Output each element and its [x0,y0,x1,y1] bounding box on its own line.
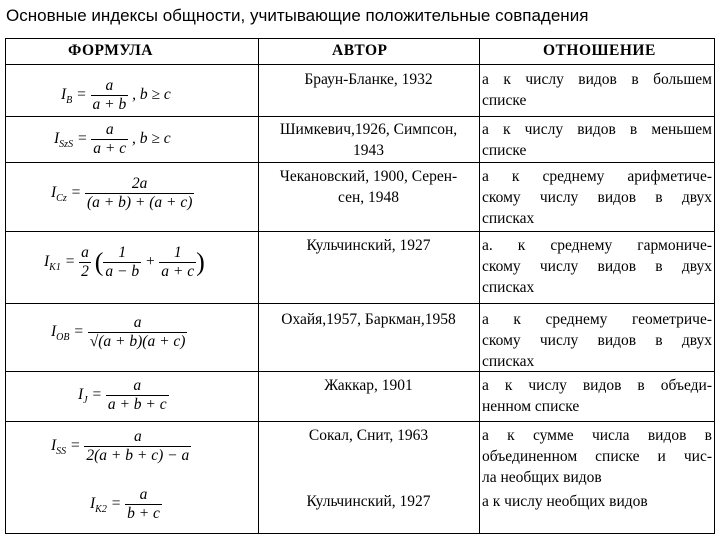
indices-table [5,38,715,534]
formula-szymkiewicz-simpson: $I_{SzS}$ = $\frac{a}{a + c}$ , b ≥ c [54,121,171,157]
header-formula: ФОРМУЛА [68,42,153,59]
header-author: АВТОР [332,42,388,59]
author-cell: Сокал, Снит, 1963 [308,427,429,444]
author-cell: Кульчинский, 1927 [306,237,431,254]
relation-cell: a. к среднему гармониче- скому числу видов в двух списках [482,237,712,296]
formula-kulczynski-1: $I_{K1}$ = $\frac{a}{2}$ ( $\frac{1}{a - b}$ + $\frac{1}{a + c}$ ) [44,244,205,280]
relation-cell: a к среднему арифметиче- скому числу видов в двух списках [482,168,712,227]
relation-cell: a к числу видов в объеди- ненном списке [482,377,712,415]
formula-sokal-sneath: $I_{SS}$ = $\frac{a}{2(a + b + c) - a}$ [51,428,190,464]
formula-czekanowski-sorensen: $I_{Cz}$ = $\frac{2a}{(a + b) + (a + c)}$ [51,175,193,211]
header-relation: ОТНОШЕНИЕ [543,42,656,59]
author-cell: Браун-Бланке, 1932 [304,71,433,88]
page-title: Основные индексы общности, учитывающие положительные совпадения [6,6,589,25]
relation-cell: a к числу необщих видов [482,493,648,510]
author-cell: Шимкевич,1926, Симпсон, 1943 [279,121,458,159]
relation-cell: a к среднему геометриче- скому числу видов в двух списках [482,311,712,370]
column-divider [258,39,259,533]
author-cell: Кульчинский, 1927 [306,493,431,510]
relation-cell: a к числу видов в меньшем списке [482,121,712,159]
formula-jaccard: $I_J$ = $\frac{a}{a + b + c}$ [78,377,167,413]
formula-kulczynski-2: $I_{K2}$ = $\frac{a}{b + c}$ [90,486,160,522]
relation-cell: a к сумме числа видов в объединенном списке и чис- ла необщих видов [482,427,712,486]
column-divider [479,39,480,533]
author-cell: Жаккар, 1901 [324,377,413,394]
formula-ochiai-barkman: $I_{OB}$ = $\frac{a}{√(a + b)(a + c)}$ [51,314,186,350]
relation-cell: a к числу видов в большем списке [482,71,712,109]
formula-braun-blanquet: $I_B$ = $\frac{a}{a + b}$ , b ≥ c [61,77,171,113]
header-divider [6,64,714,65]
author-cell: Охайя,1957, Баркман,1958 [281,311,456,328]
author-cell: Чекановский, 1900, Серен- сен, 1948 [279,168,458,206]
